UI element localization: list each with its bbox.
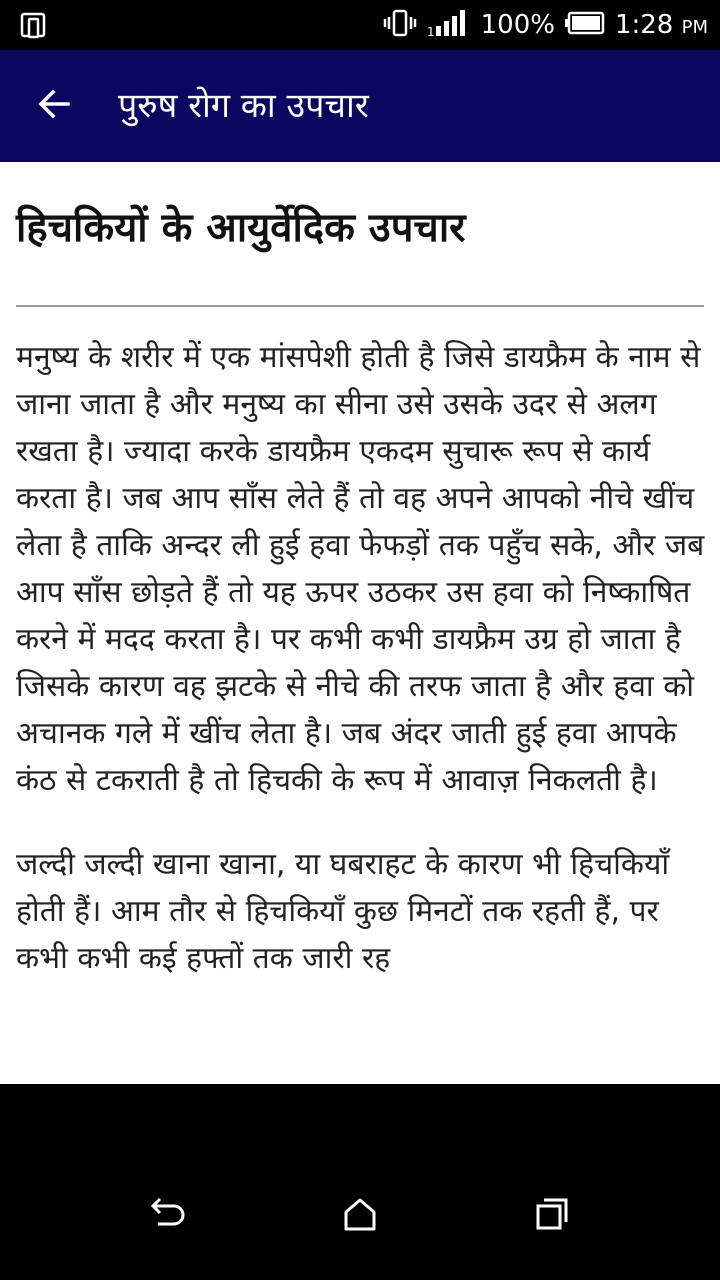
nav-back-button[interactable] [128,1184,208,1248]
recents-button[interactable] [512,1184,592,1248]
clock [615,10,708,40]
app-bar [0,50,720,162]
clock-time: 1:28 [614,10,674,40]
recents-icon [534,1196,570,1236]
screen-mirror-icon [20,11,48,43]
nav-back-icon [148,1196,188,1236]
article-body [16,334,706,1019]
divider [16,305,704,307]
article-heading: हिचकियों के आयुर्वेदिक उपचार [16,205,466,251]
navigation-bar [0,1084,720,1280]
article-paragraph: जल्दी जल्दी खाना खाना, या घबराहट के कारण भी हिचकियाँ होती हैं। आम तौर से हिचकियाँ कुछ मिनटों तक रहती हैं, पर कभी कभी कई हफ्तों तक जारी रह [16,847,670,976]
home-button[interactable] [320,1184,400,1248]
arrow-back-icon [36,86,72,126]
article-content[interactable] [0,162,720,1084]
signal-icon [427,8,471,42]
home-icon [342,1196,378,1236]
status-bar [0,0,720,50]
battery-percent: 100% [480,10,555,40]
app-title: पुरुष रोग का उपचार [118,86,369,126]
battery-icon [565,11,605,39]
clock-ampm: PM [681,17,708,38]
svg-text:1: 1 [426,25,435,38]
vibrate-icon [383,8,417,42]
article-paragraph: मनुष्य के शरीर में एक मांसपेशी होती है जिसे डायफ्रैम के नाम से जाना जाता है और मनुष्य का सीना उसे उसके उदर से अलग रखता है। ज्यादा करके डायफ्रैम एकदम सुचारू रूप से कार्य करता है। जब आप साँस लेते हैं तो वह अपने आपको नीचे खींच लेता है ताकि अन्दर ली हुई हवा फेफड़ों तक पहुँच सके, और जब आप साँस छोड़ते हैं तो यह ऊपर उठकर उस हवा को निष्काषित करने में मदद करता है। पर कभी कभी डायफ्रैम उग्र हो जाता है जिसके कारण वह झटके से नीचे की तरफ जाता है और हवा को अचानक गले में खींच लेता है। जब अंदर जाती हुई हवा आपके कंठ से टकराती है तो हिचकी के रूप में आवाज़ निकलती है। [16,340,705,798]
back-button[interactable] [22,76,86,136]
